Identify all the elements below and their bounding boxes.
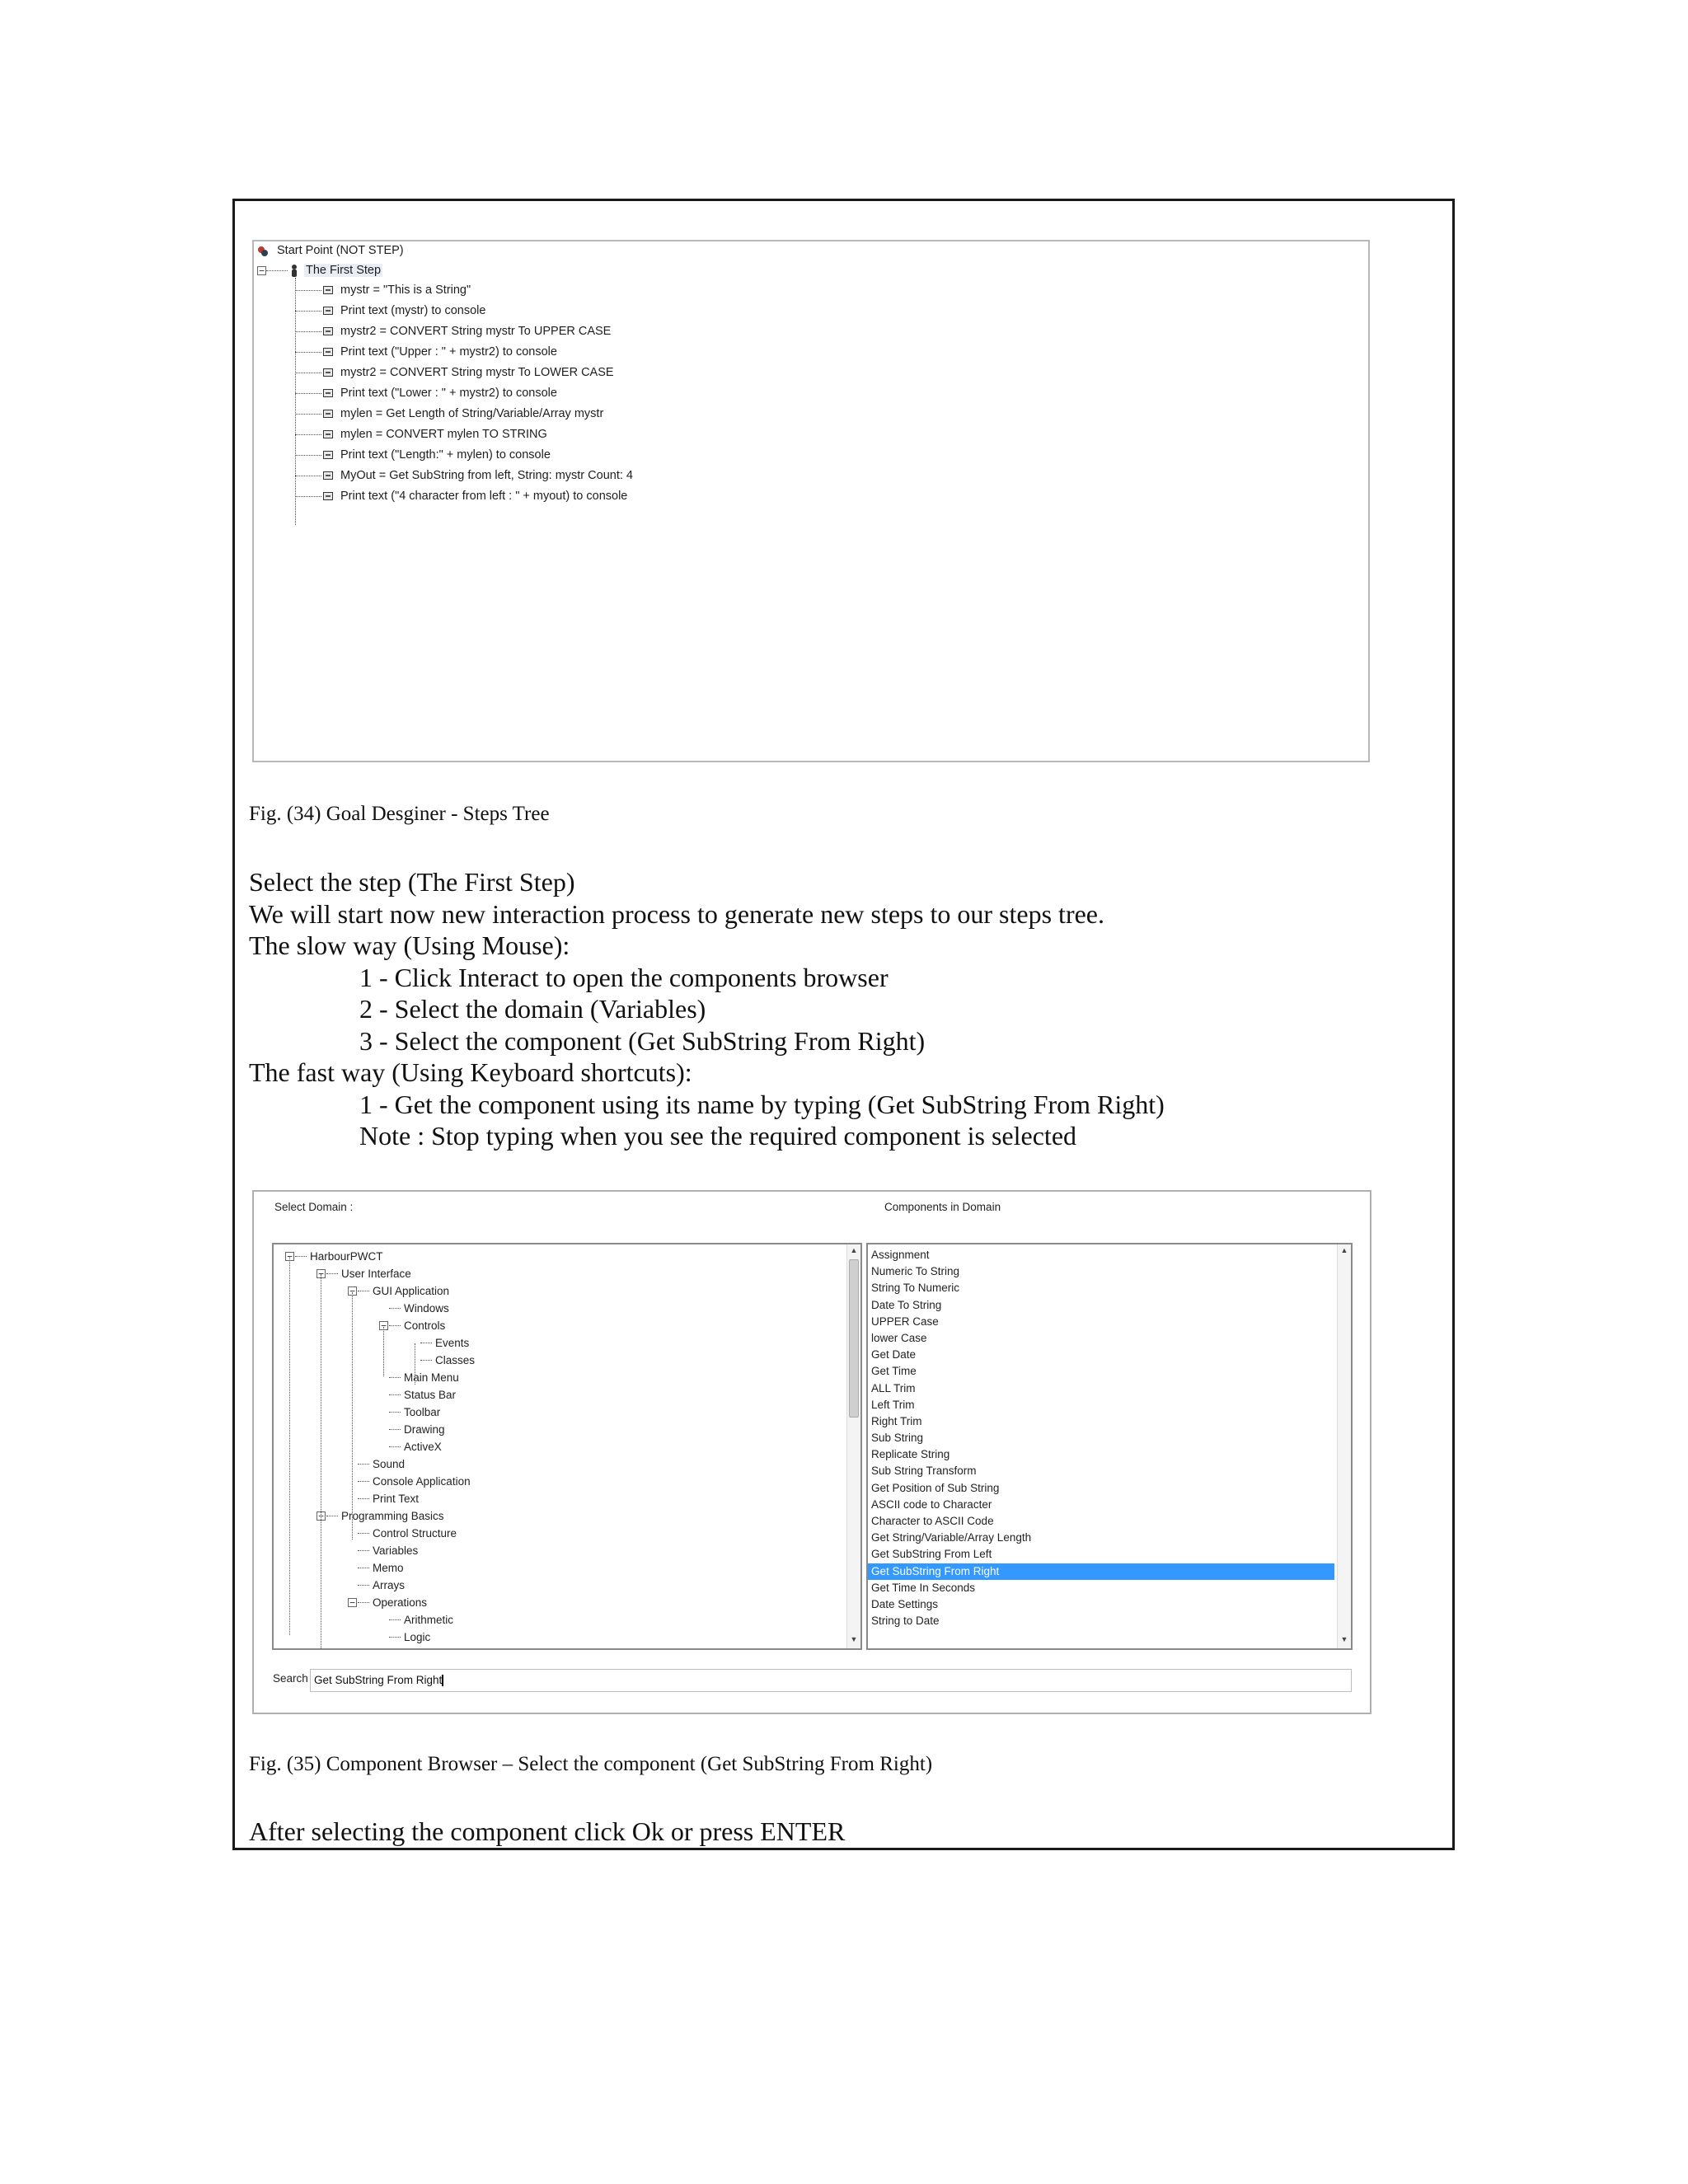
step-label: Print text ("Upper : " + mystr2) to console bbox=[340, 345, 557, 359]
select-domain-label: Select Domain : bbox=[274, 1201, 354, 1213]
domain-tree-item[interactable]: Toolbar bbox=[404, 1406, 441, 1418]
domain-tree-item[interactable]: HarbourPWCT bbox=[310, 1250, 383, 1263]
components-list-panel[interactable] bbox=[866, 1243, 1353, 1650]
step-row[interactable] bbox=[323, 363, 614, 382]
scroll-thumb[interactable] bbox=[849, 1259, 859, 1418]
collapse-toggle[interactable]: − bbox=[316, 1269, 326, 1278]
components-list bbox=[868, 1244, 1351, 1629]
component-item[interactable]: lower Case bbox=[871, 1331, 927, 1344]
step-label: mystr = "This is a String" bbox=[340, 284, 471, 297]
step-label: Print text ("Lower : " + mystr2) to console bbox=[340, 387, 557, 400]
step-command-icon bbox=[323, 430, 333, 438]
step-row[interactable] bbox=[323, 322, 611, 340]
component-item[interactable]: ALL Trim bbox=[871, 1381, 916, 1394]
step-command-icon bbox=[323, 451, 333, 459]
component-item[interactable]: Assignment bbox=[871, 1249, 930, 1261]
domain-tree-item[interactable]: Sound bbox=[373, 1458, 406, 1470]
step-row[interactable] bbox=[323, 302, 485, 320]
collapse-toggle[interactable]: − bbox=[379, 1321, 388, 1330]
text-cursor bbox=[442, 1675, 443, 1686]
collapse-toggle[interactable]: − bbox=[285, 1252, 294, 1261]
component-item[interactable]: Date To String bbox=[871, 1298, 942, 1311]
component-item[interactable]: Left Trim bbox=[871, 1398, 915, 1411]
first-step-label: The First Step bbox=[306, 264, 382, 277]
component-item[interactable]: Get Time In Seconds bbox=[871, 1581, 976, 1594]
step-command-icon bbox=[323, 492, 333, 500]
component-item[interactable]: Sub String Transform bbox=[871, 1465, 977, 1478]
first-step-row[interactable] bbox=[290, 261, 382, 279]
steps-tree-panel bbox=[252, 240, 1370, 762]
step-row[interactable] bbox=[323, 487, 627, 505]
collapse-toggle[interactable]: − bbox=[348, 1598, 357, 1607]
component-item[interactable]: Get SubString From Left bbox=[871, 1548, 992, 1561]
component-item[interactable]: String to Date bbox=[871, 1615, 940, 1628]
slow-step-1: 1 - Click Interact to open the components browser bbox=[359, 963, 889, 992]
scroll-up-icon[interactable]: ▲ bbox=[850, 1246, 858, 1254]
domain-tree-item[interactable]: User Interface bbox=[341, 1268, 411, 1280]
step-label: MyOut = Get SubString from left, String: mystr Count: 4 bbox=[340, 469, 633, 482]
component-item[interactable]: Get Position of Sub String bbox=[871, 1481, 1000, 1494]
instruction-line-1: Select the step (The First Step) bbox=[249, 867, 575, 897]
scroll-down-icon[interactable]: ▼ bbox=[850, 1635, 858, 1643]
step-label: mylen = CONVERT mylen TO STRING bbox=[340, 428, 547, 441]
step-row[interactable] bbox=[323, 405, 603, 423]
figure-35-caption: Fig. (35) Component Browser – Select the component (Get SubString From Right) bbox=[249, 1753, 933, 1775]
collapse-toggle[interactable]: − bbox=[348, 1286, 357, 1296]
domain-tree-item[interactable]: Memo bbox=[373, 1562, 404, 1574]
components-in-domain-label: Components in Domain bbox=[884, 1201, 1001, 1213]
step-person-icon bbox=[290, 265, 298, 277]
search-input-value: Get SubString From Right bbox=[314, 1674, 443, 1686]
step-command-icon bbox=[323, 327, 333, 335]
domain-tree-item[interactable]: Main Menu bbox=[404, 1371, 459, 1384]
step-command-icon bbox=[323, 410, 333, 418]
step-row[interactable] bbox=[323, 466, 633, 485]
search-input[interactable] bbox=[310, 1669, 1352, 1692]
domain-tree-item[interactable]: Operations bbox=[373, 1596, 428, 1609]
domain-tree-item[interactable]: Classes bbox=[435, 1354, 476, 1366]
step-command-icon bbox=[323, 307, 333, 315]
domain-tree-item[interactable]: Control Structure bbox=[373, 1527, 457, 1540]
domain-tree-item[interactable]: Variables bbox=[373, 1544, 419, 1557]
figure-34-caption: Fig. (34) Goal Desginer - Steps Tree bbox=[249, 803, 550, 825]
component-item[interactable]: Get String/Variable/Array Length bbox=[871, 1531, 1032, 1544]
instruction-line-2: We will start now new interaction process to generate new steps to our steps tree. bbox=[249, 899, 1104, 929]
step-label: mystr2 = CONVERT String mystr To LOWER CASE bbox=[340, 366, 614, 379]
start-point-icon bbox=[257, 245, 269, 256]
component-item[interactable]: Replicate String bbox=[871, 1448, 950, 1461]
slow-step-2: 2 - Select the domain (Variables) bbox=[359, 994, 706, 1024]
tree-root-row[interactable] bbox=[257, 241, 404, 260]
search-label: Search bbox=[273, 1672, 308, 1685]
step-label: Print text ("4 character from left : " + myout) to console bbox=[340, 490, 628, 503]
scroll-up-icon[interactable]: ▲ bbox=[1340, 1246, 1348, 1254]
domain-tree-item[interactable]: Events bbox=[435, 1337, 470, 1349]
slow-step-3: 3 - Select the component (Get SubString From Right) bbox=[359, 1026, 926, 1056]
closing-instruction: After selecting the component click Ok or press ENTER bbox=[249, 1816, 846, 1846]
component-item[interactable]: Get Date bbox=[871, 1348, 917, 1361]
component-item[interactable]: ASCII code to Character bbox=[871, 1497, 992, 1511]
domain-tree-item[interactable]: Print Text bbox=[373, 1493, 420, 1505]
component-item[interactable]: Date Settings bbox=[871, 1597, 939, 1610]
domain-tree-item[interactable]: Drawing bbox=[404, 1423, 445, 1436]
step-command-icon bbox=[323, 348, 333, 356]
domain-tree-panel[interactable] bbox=[272, 1243, 862, 1650]
fast-step-note: Note : Stop typing when you see the required component is selected bbox=[359, 1121, 1077, 1151]
scroll-down-icon[interactable]: ▼ bbox=[1340, 1635, 1348, 1643]
step-row[interactable] bbox=[323, 384, 557, 402]
step-command-icon bbox=[323, 286, 333, 294]
component-item[interactable]: Character to ASCII Code bbox=[871, 1515, 994, 1527]
step-label: mystr2 = CONVERT String mystr To UPPER CASE bbox=[340, 325, 612, 338]
domain-tree-item[interactable]: Console Application bbox=[373, 1475, 471, 1488]
domain-tree-item[interactable]: Programming Basics bbox=[341, 1510, 444, 1522]
component-item[interactable]: Sub String bbox=[871, 1432, 924, 1445]
component-item[interactable]: Numeric To String bbox=[871, 1265, 960, 1278]
step-row[interactable] bbox=[323, 446, 551, 464]
collapse-toggle[interactable]: − bbox=[316, 1511, 326, 1521]
slow-way-heading: The slow way (Using Mouse): bbox=[249, 930, 570, 960]
component-item[interactable]: String To Numeric bbox=[871, 1282, 960, 1295]
domain-tree-item[interactable]: Controls bbox=[404, 1319, 446, 1332]
domain-tree-item[interactable]: Windows bbox=[404, 1302, 449, 1315]
domain-tree-item[interactable]: Status Bar bbox=[404, 1389, 457, 1401]
step-command-icon bbox=[323, 389, 333, 397]
step-label: mylen = Get Length of String/Variable/Array mystr bbox=[340, 407, 604, 420]
domain-tree-item[interactable]: GUI Application bbox=[373, 1285, 450, 1297]
start-point-label: Start Point (NOT STEP) bbox=[277, 244, 404, 257]
components-scrollbar[interactable] bbox=[1337, 1244, 1351, 1648]
component-item[interactable]: Right Trim bbox=[871, 1414, 922, 1427]
step-command-icon bbox=[323, 471, 333, 480]
fast-step-1: 1 - Get the component using its name by typing (Get SubString From Right) bbox=[359, 1090, 1165, 1119]
fast-way-heading: The fast way (Using Keyboard shortcuts): bbox=[249, 1057, 692, 1087]
step-label: Print text (mystr) to console bbox=[340, 304, 486, 317]
step-row[interactable] bbox=[323, 343, 557, 361]
step-label: Print text ("Length:" + mylen) to console bbox=[340, 448, 551, 462]
component-item-selected[interactable]: Get SubString From Right bbox=[868, 1563, 1334, 1580]
component-item[interactable]: Get Time bbox=[871, 1365, 917, 1378]
component-item[interactable]: UPPER Case bbox=[871, 1315, 939, 1328]
step-row[interactable] bbox=[323, 425, 547, 443]
collapse-toggle[interactable]: − bbox=[257, 266, 266, 275]
domain-scrollbar[interactable] bbox=[846, 1244, 860, 1648]
step-row[interactable] bbox=[323, 281, 471, 299]
step-command-icon bbox=[323, 368, 333, 377]
domain-tree-item[interactable]: Arrays bbox=[373, 1579, 406, 1591]
domain-tree-item[interactable]: ActiveX bbox=[404, 1441, 442, 1453]
domain-tree-item[interactable]: Logic bbox=[404, 1631, 431, 1643]
domain-tree-item[interactable]: Arithmetic bbox=[404, 1614, 454, 1626]
